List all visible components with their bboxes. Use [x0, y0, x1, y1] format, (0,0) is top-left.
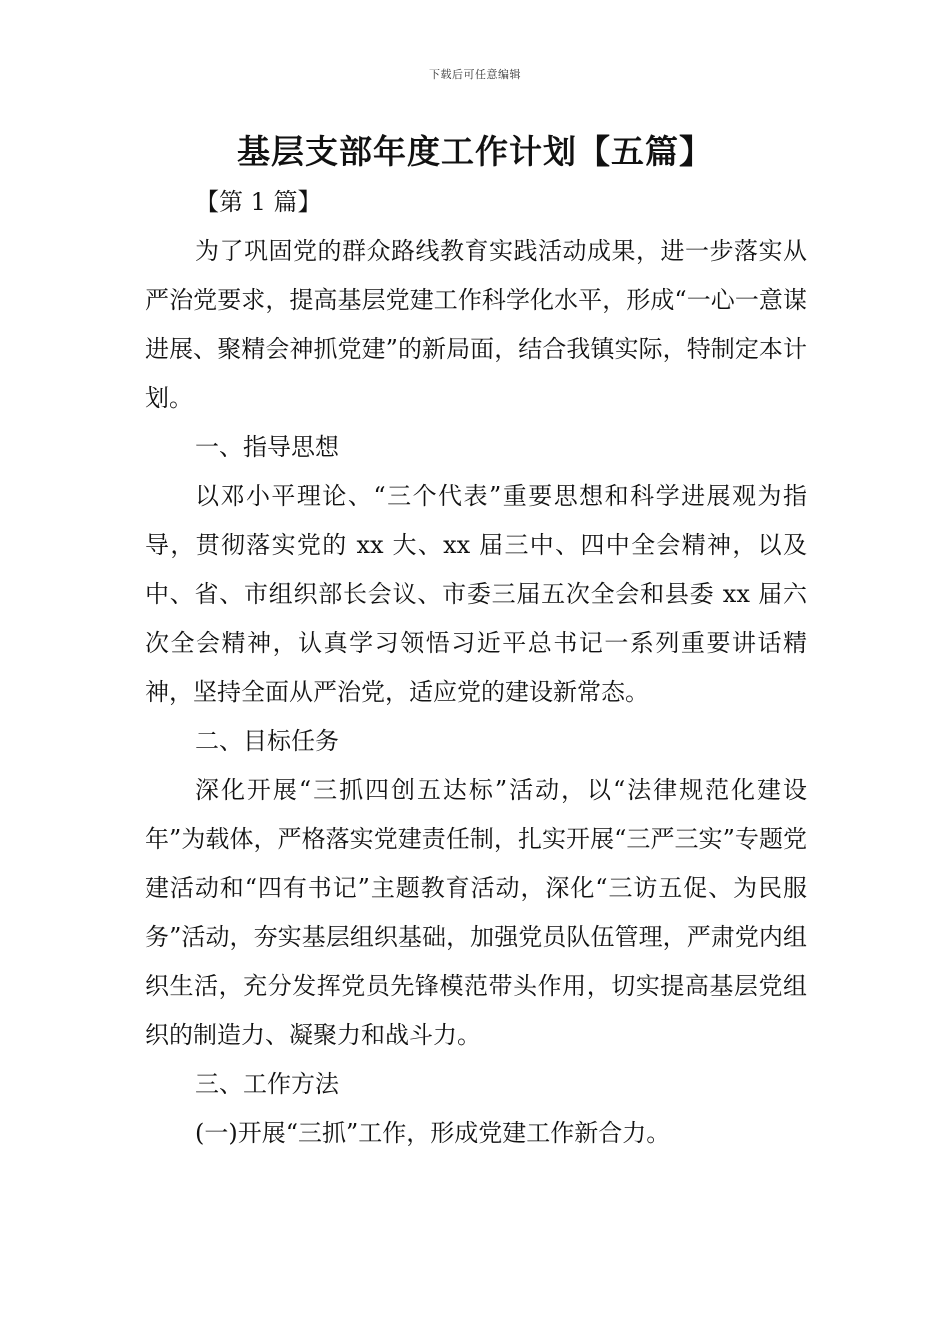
document-body — [145, 178, 807, 1158]
intro-paragraph: 为了巩固党的群众路线教育实践活动成果，进一步落实从严治党要求，提高基层党建工作科学化水平，形成“一心一意谋进展、聚精会神抓党建”的新局面，结合我镇实际，特制定本计划。 — [145, 237, 807, 412]
section-heading-guiding-thought: 一、指导思想 — [195, 433, 339, 461]
document-title: 基层支部年度工作计划【五篇】 — [237, 132, 713, 171]
guiding-thought-paragraph: 以邓小平理论、“三个代表”重要思想和科学进展观为指导，贯彻落实党的 xx 大、xx 届三中、四中全会精神，以及中、省、市组织部长会议、市委三届五次全会和县委 xx 届六次全会精神，认真学习领悟习近平总书记一系列重要讲话精神，坚持全面从严治党，适应党的建设新常态。 — [145, 482, 807, 706]
subsection-heading-three-grasps: (一)开展“三抓”工作，形成党建工作新合力。 — [195, 1119, 671, 1147]
goals-paragraph: 深化开展“三抓四创五达标”活动，以“法律规范化建设年”为载体，严格落实党建责任制，扎实开展“三严三实”专题党建活动和“四有书记”主题教育活动，深化“三访五促、为民服务”活动，夯实基层组织基础，加强党员队伍管理，严肃党内组织生活，充分发挥党员先锋模范带头作用，切实提高基层党组织的制造力、凝聚力和战斗力。 — [145, 776, 807, 1049]
header-note: 下载后可任意编辑 — [429, 68, 521, 81]
section-heading-goals: 二、目标任务 — [195, 727, 339, 755]
chapter-label: 【第 1 篇】 — [195, 188, 322, 216]
section-heading-methods: 三、工作方法 — [195, 1070, 339, 1098]
